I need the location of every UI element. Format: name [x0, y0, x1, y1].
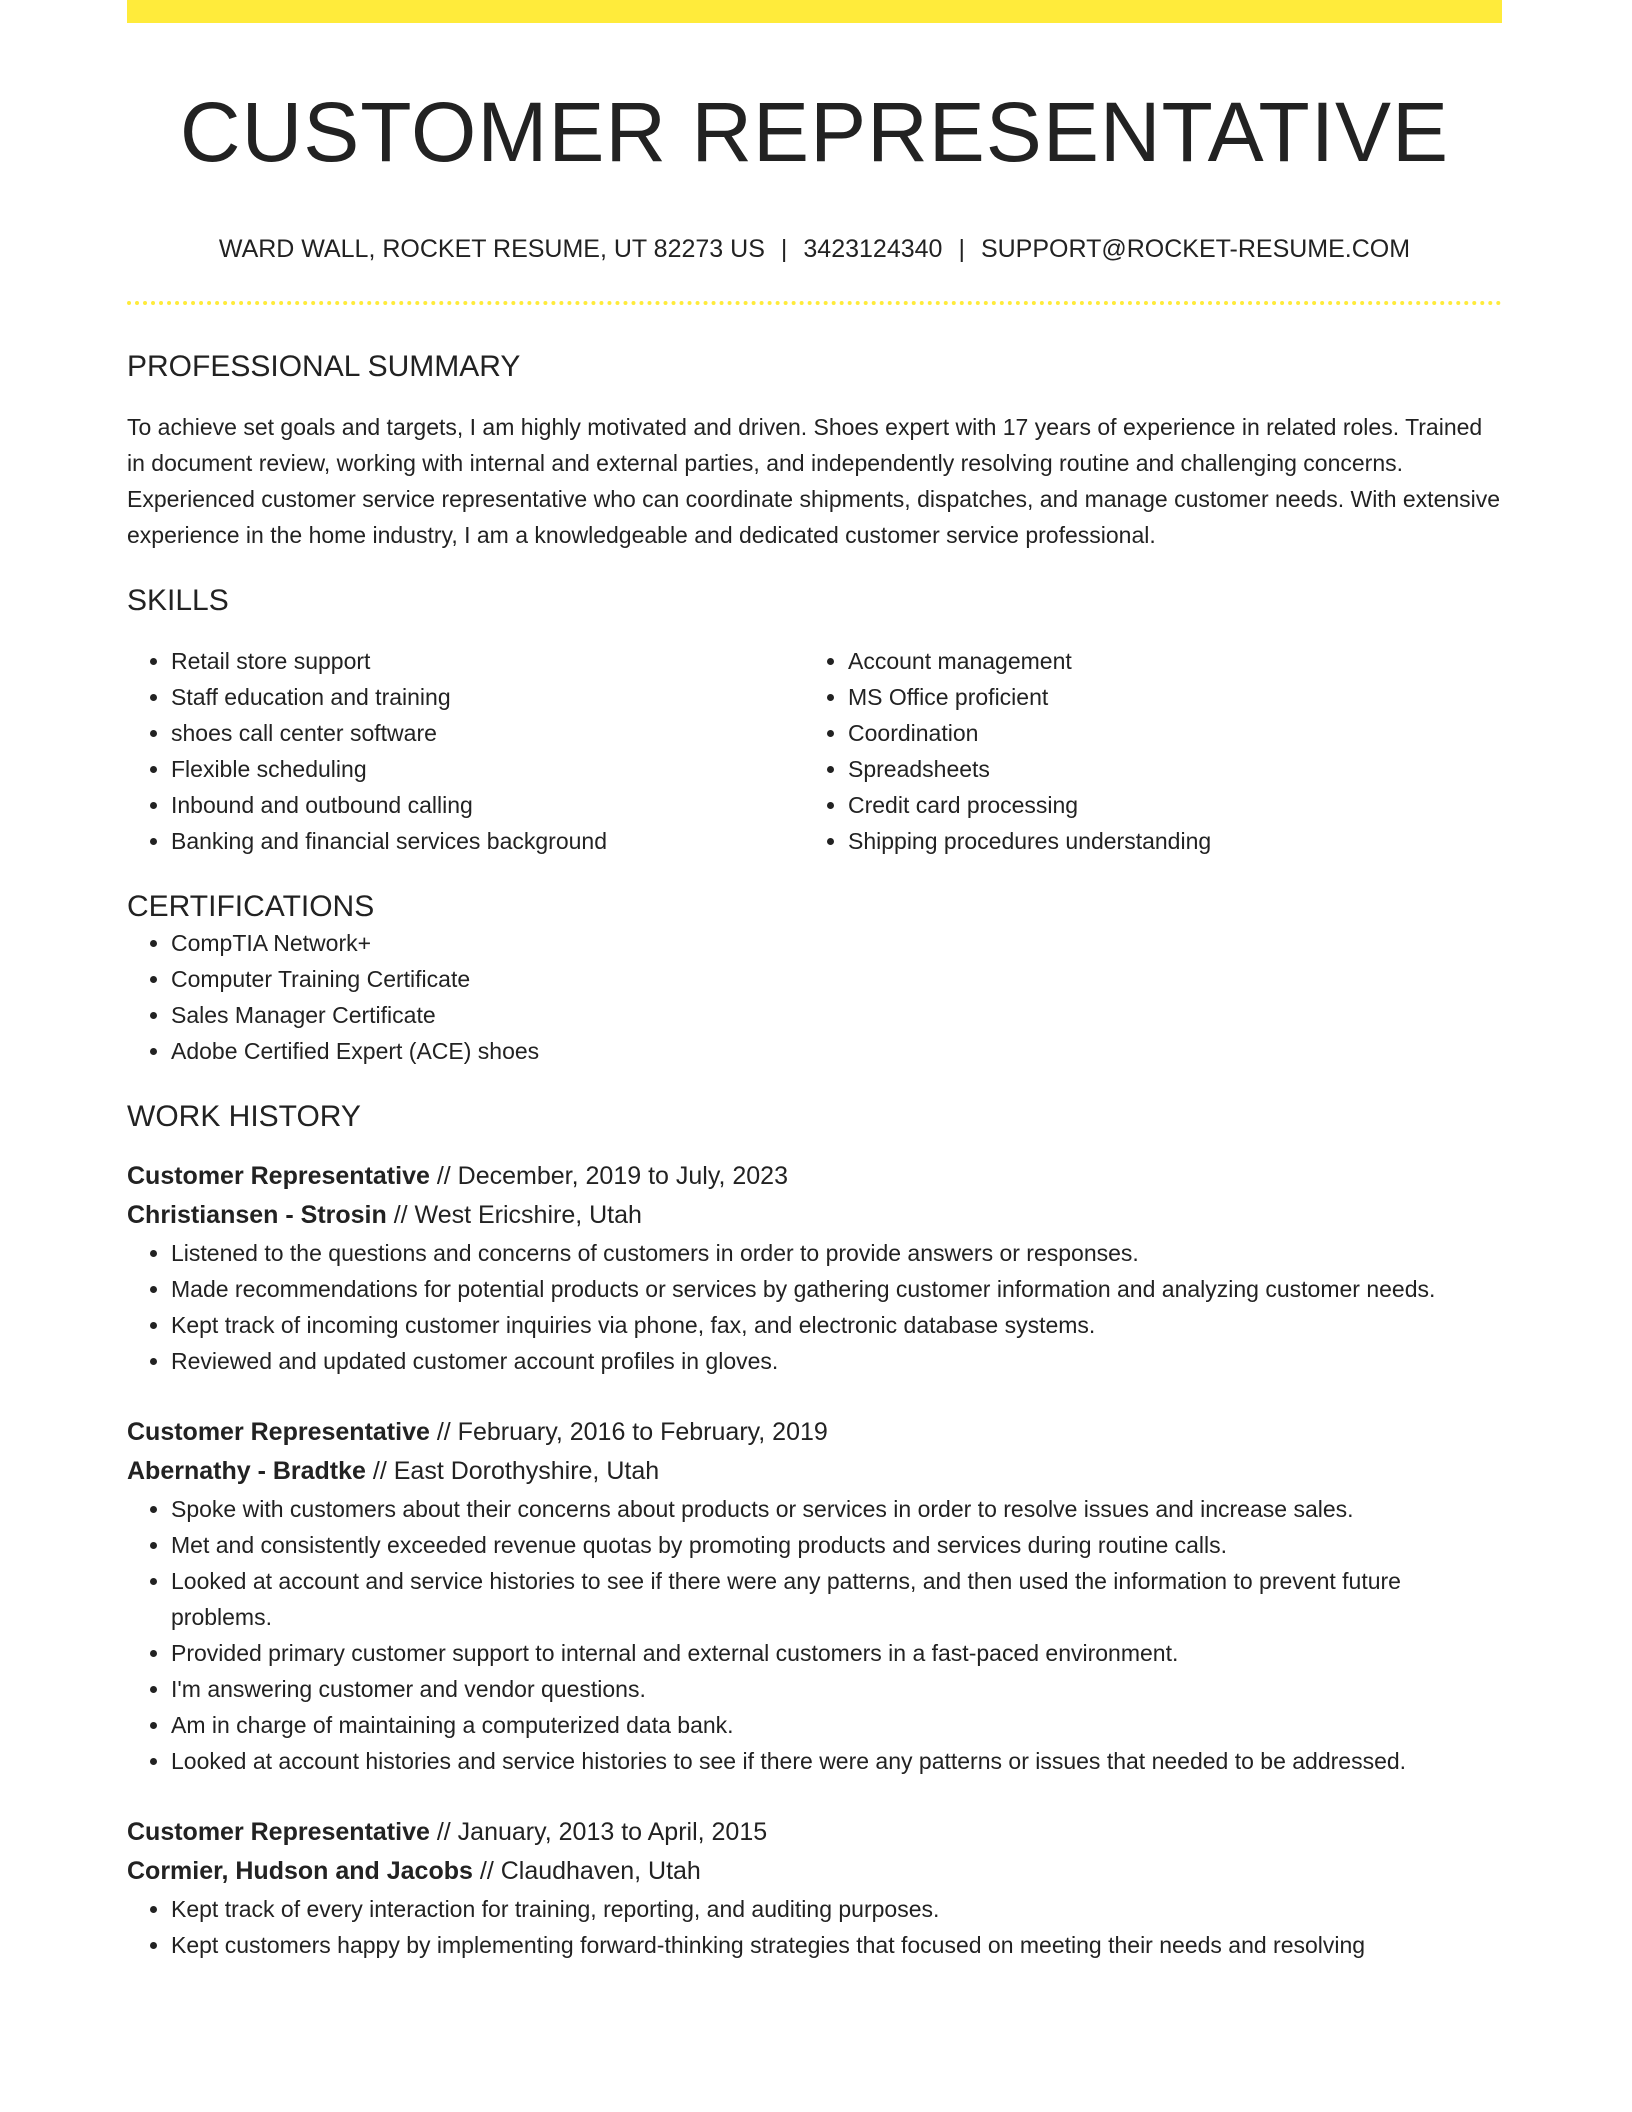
certification-item: • CompTIA Network+ [171, 925, 1502, 961]
skill-item: • Credit card processing [848, 787, 1481, 823]
job-duty-item: • Spoke with customers about their concerns about products or services in order to resolve issues and increase sales. [171, 1491, 1502, 1527]
certifications-list [127, 925, 1502, 1069]
resume-page [127, 0, 1502, 1963]
job-entry [127, 1157, 1502, 1379]
contact-address: WARD WALL, ROCKET RESUME, UT 82273 US [218, 235, 765, 263]
job-dates: // January, 2013 to April, 2015 [429, 1818, 768, 1846]
skill-item: • Staff education and training [171, 679, 804, 715]
skill-item: • MS Office proficient [848, 679, 1481, 715]
certification-item: • Computer Training Certificate [171, 961, 1502, 997]
skill-item: • Flexible scheduling [171, 751, 804, 787]
job-duty-item: • Reviewed and updated customer account profiles in gloves. [171, 1343, 1502, 1379]
work-history-heading: WORK HISTORY [127, 1100, 361, 1133]
job-duty-item: • Kept track of every interaction for training, reporting, and auditing purposes. [171, 1891, 1502, 1927]
job-duties-list [127, 1491, 1502, 1779]
contact-email: SUPPORT@ROCKET-RESUME.COM [980, 235, 1411, 263]
dotted-divider [127, 301, 1502, 305]
job-dates: // February, 2016 to February, 2019 [429, 1418, 828, 1446]
certification-item: • Adobe Certified Expert (ACE) shoes [171, 1033, 1502, 1069]
contact-phone: 3423124340 [803, 235, 943, 263]
candidate-name: CUSTOMER REPRESENTATIVE [179, 85, 1450, 179]
skills-column-left [127, 643, 804, 859]
job-duty-item: • Looked at account histories and service histories to see if there were any patterns or issues that needed to be addressed. [171, 1743, 1502, 1779]
job-duties-list [127, 1891, 1502, 1963]
summary-text: To achieve set goals and targets, I am highly motivated and driven. Shoes expert with 17 years of experience in related roles. Trained in document review, working with internal and external parties, and independently resolving routine and challenging concerns. Experienced customer service representative who can coordinate shipments, dispatches, and manage customer needs. With extensive experience in the home industry, I am a knowledgeable and dedicated customer service professional. [127, 414, 1501, 548]
certification-item: • Sales Manager Certificate [171, 997, 1502, 1033]
skills-columns [127, 643, 1502, 859]
job-duty-item: • Kept customers happy by implementing forward-thinking strategies that focused on meeting their needs and resolving [171, 1927, 1502, 1963]
job-company: Christiansen - Strosin [127, 1201, 387, 1229]
contact-separator: | [958, 235, 965, 263]
job-duties-list [127, 1235, 1502, 1379]
skills-column-right [804, 643, 1481, 859]
job-dates: // December, 2019 to July, 2023 [429, 1162, 788, 1190]
job-title-line [127, 1813, 1502, 1852]
job-duty-item: • Kept track of incoming customer inquiries via phone, fax, and electronic database systems. [171, 1307, 1502, 1343]
skills-heading: SKILLS [127, 584, 229, 617]
job-location: // East Dorothyshire, Utah [365, 1457, 660, 1485]
skill-item: • Banking and financial services background [171, 823, 804, 859]
job-location: // Claudhaven, Utah [472, 1857, 701, 1885]
job-duty-item: • Made recommendations for potential products or services by gathering customer information and analyzing customer needs. [171, 1271, 1502, 1307]
job-company: Abernathy - Bradtke [127, 1457, 366, 1485]
job-title-line [127, 1413, 1502, 1452]
job-role: Customer Representative [127, 1162, 430, 1190]
job-title-line [127, 1157, 1502, 1196]
skills-list-left [127, 643, 804, 859]
job-location: // West Ericshire, Utah [386, 1201, 642, 1229]
certifications-heading: CERTIFICATIONS [127, 890, 375, 923]
contact-line [127, 234, 1502, 264]
contact-separator: | [780, 235, 788, 263]
skills-list-right [804, 643, 1481, 859]
job-company: Cormier, Hudson and Jacobs [127, 1857, 473, 1885]
job-company-line [127, 1852, 1502, 1891]
skill-item: • Account management [848, 643, 1481, 679]
job-role: Customer Representative [127, 1818, 430, 1846]
job-duty-item: • Provided primary customer support to internal and external customers in a fast-paced environment. [171, 1635, 1502, 1671]
skill-item: • Retail store support [171, 643, 804, 679]
job-duty-item: • Listened to the questions and concerns of customers in order to provide answers or responses. [171, 1235, 1502, 1271]
skill-item: • Shipping procedures understanding [848, 823, 1481, 859]
skill-item: • Coordination [848, 715, 1481, 751]
summary-heading: PROFESSIONAL SUMMARY [127, 350, 521, 383]
skill-item: • Inbound and outbound calling [171, 787, 804, 823]
job-company-line [127, 1196, 1502, 1235]
job-entry [127, 1813, 1502, 1963]
job-duty-item: • Looked at account and service histories to see if there were any patterns, and then used the information to prevent future problems. [171, 1563, 1502, 1635]
accent-top-bar [127, 0, 1502, 23]
job-company-line [127, 1452, 1502, 1491]
skill-item: • Spreadsheets [848, 751, 1481, 787]
job-duty-item: • I'm answering customer and vendor questions. [171, 1671, 1502, 1707]
job-role: Customer Representative [127, 1418, 430, 1446]
job-duty-item: • Met and consistently exceeded revenue quotas by promoting products and services during routine calls. [171, 1527, 1502, 1563]
skill-item: • shoes call center software [171, 715, 804, 751]
job-entry [127, 1413, 1502, 1779]
job-duty-item: • Am in charge of maintaining a computerized data bank. [171, 1707, 1502, 1743]
